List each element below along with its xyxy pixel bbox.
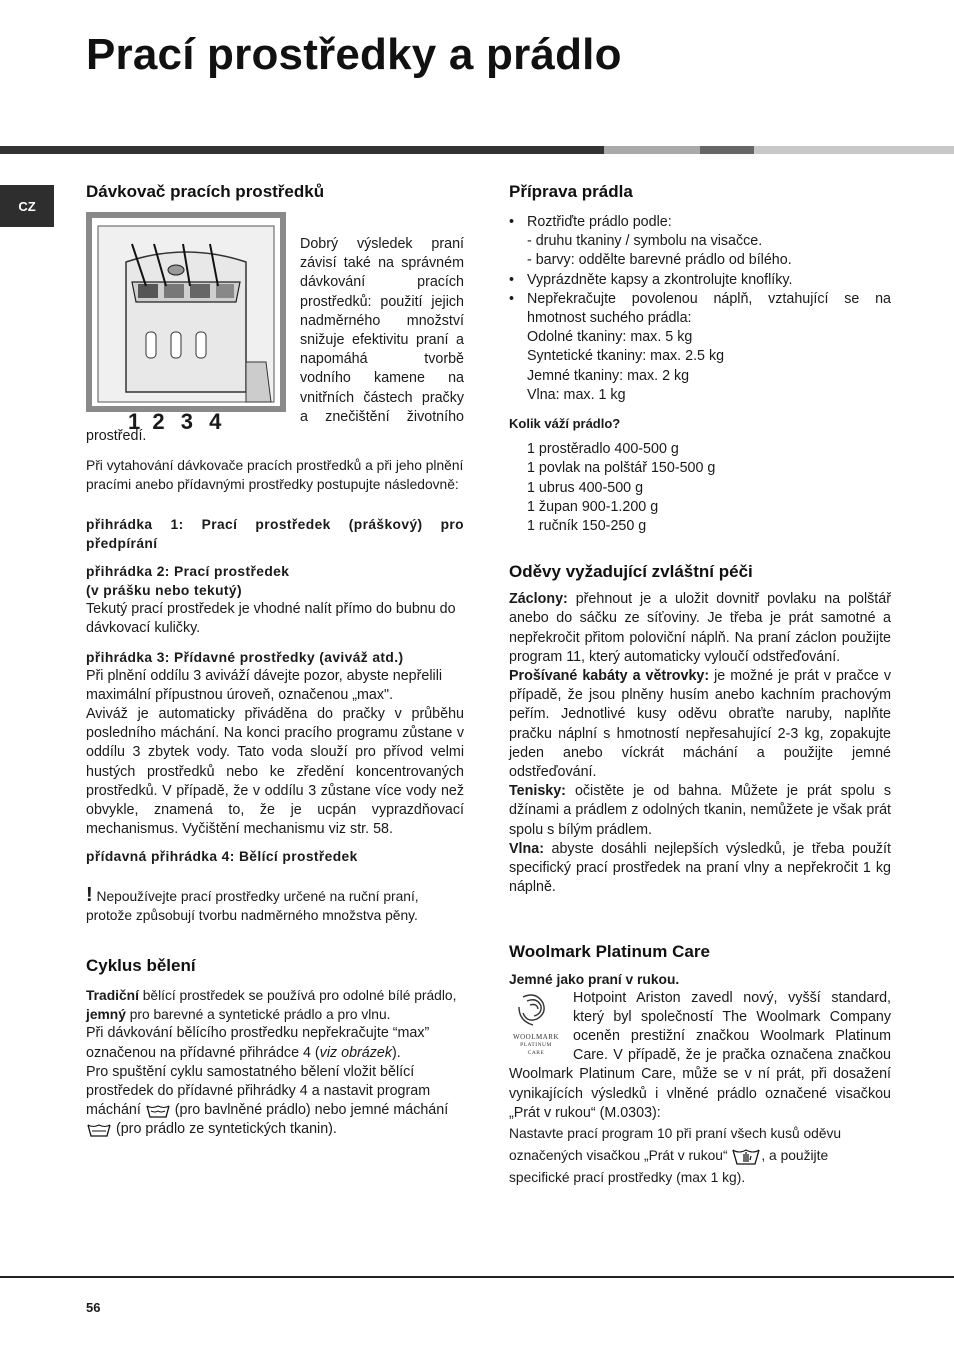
prep-sort-colour: - barvy: oddělte barevné prádlo od bílého. [527, 252, 792, 269]
list-item: 1 župan 900-1.200 g [527, 498, 659, 515]
list-item [509, 290, 891, 405]
load-delicate: Jemné tkaniny: max. 2 kg [527, 367, 690, 384]
care-curtains-text: přehnout je a uložit dovnitř povlaku na polštář anebo do sáčku ze síťoviny. Je třeba je prát samotné a nepřekročit přitom poloviční náplň. Na praní záclon použijte program 11, který automaticky vyloučí odstřeďování. [509, 591, 891, 665]
warning-body: Nepoužívejte prací prostředky určené na ruční praní, protože způsobují tvorbu nadměrného množstva pěny. [86, 889, 419, 924]
special-care-heading: Oděvy vyžadující zvláštní péči [509, 562, 753, 582]
compartment-3-title: přihrádka 3: Přídavné prostředky (aviváž atd.) [86, 649, 404, 665]
compartment-2-text: Tekutý prací prostředek je vhodné nalít přímo do bubnu do dávkovací kuličky. [86, 601, 456, 637]
woolmark-logo-line: PLATINUM [520, 1041, 552, 1048]
woolmark-text: Hotpoint Ariston zavedl nový, vyšší standard, který byl společností The Woolmark Company oceněn prestižní značkou Woolmark Platinum Care. V případě, že je pračka označena značkou Woolmark Platinum Care, může se v ní prát, při dosažení vynikajících výsledků i vlněné prádlo označené visačkou „Prát v rukou“ (M.0303): [509, 989, 891, 1121]
warning-text [86, 886, 464, 925]
load-wool: Vlna: max. 1 kg [527, 386, 626, 403]
header-bar-mid [700, 146, 754, 154]
right-column [509, 180, 891, 1189]
care-curtains [509, 590, 891, 667]
woolmark-icon [509, 993, 563, 1027]
language-badge: CZ [0, 185, 54, 227]
compartment-number: 4 [209, 409, 223, 434]
compartment-number: 3 [180, 409, 194, 434]
dispenser-illustration [86, 212, 286, 412]
woolmark-program-text: Nastavte prací program 10 při praní všech kusů oděvu označených visačkou „Prát v rukou“ [509, 1125, 842, 1163]
list-item: 1 povlak na polštář 150-500 g [527, 460, 716, 477]
bleach-cycle-text: Pro spuštění cyklu samostatného bělení vložit bělící prostředek do přídavné přihrádky 4 a nastavit program máchání [86, 1063, 431, 1119]
care-sneakers-text: očistěte je od bahna. Můžete je prát spolu s džínami a prádlem z odolných tkanin, nemůžete je však prát spolu s bílým prádlem. [509, 783, 891, 838]
care-coats [509, 667, 891, 782]
left-column [86, 180, 464, 1140]
list-item [509, 213, 891, 271]
compartment-2-title: přihrádka 2: Prací prostředek [86, 564, 290, 580]
care-curtains-label: Záclony: [509, 591, 568, 608]
compartment-numbers [128, 409, 223, 434]
warning-icon: ! [86, 884, 93, 907]
weight-list [509, 440, 891, 536]
prep-sort-fabric: - druhu tkaniny / symbolu na visačce. [527, 233, 763, 250]
bleach-dosing-text: Při dávkování bělícího prostředku nepřekračujte “max” označenou na přídavné přihrádce 4 ( [86, 1025, 430, 1061]
rinse-delicate-icon [86, 1122, 112, 1138]
weight-heading: Kolik váží prádlo? [509, 416, 621, 432]
bleach-dosing [86, 1024, 464, 1062]
list-item: 1 ručník 150-250 g [527, 518, 647, 535]
care-wool [509, 840, 891, 898]
woolmark-logo [509, 993, 563, 1056]
prep-heading: Příprava prádla [509, 182, 633, 201]
bleach-dosing-ref: viz obrázek [319, 1044, 392, 1061]
header-bar-dark [0, 146, 604, 154]
prep-pockets: Vyprázdněte kapsy a zkontrolujte knoflíky. [527, 271, 793, 288]
compartment-3-text1: Při plnění oddílu 3 aviváží dávejte pozor, abyste nepřelili maximální přípustnou úroveň, označenou „max". [86, 667, 443, 703]
bleach-traditional: Tradiční [86, 988, 139, 1004]
bleach-types [86, 986, 464, 1024]
footer-line [0, 1276, 954, 1278]
bleach-gentle: jemný [86, 1007, 126, 1023]
compartment-2-sub: (v prášku nebo tekutý) [86, 583, 242, 599]
dispenser-handling: Při vytahování dávkovače pracích prostředků a při jeho plnění pracími anebo přídavnými prostředky postupujte následovně: [86, 458, 464, 493]
bleach-cycle-text-2: (pro bavlněné prádlo) nebo jemné máchání [170, 1102, 449, 1119]
care-wool-label: Vlna: [509, 840, 544, 857]
bleach-dosing-end: ). [391, 1044, 401, 1061]
hand-wash-icon [731, 1146, 761, 1166]
bleach-cycle [86, 1063, 464, 1140]
header-bar-pale [754, 146, 954, 154]
dispenser-intro: Dobrý výsledek praní závisí také na správném dávkování pracích prostředků: použití jejich nadměrného množství snižuje efektivitu praní a napomáhá tvorbě vodního kamene na vnitřních částech pračky a znečištění životního prostředí. [86, 236, 464, 445]
list-item [509, 271, 891, 290]
header-bar-light [604, 146, 700, 154]
prep-list [509, 213, 891, 405]
woolmark-sub: Jemné jako praní v rukou. [509, 971, 680, 987]
page-number: 56 [86, 1300, 101, 1315]
care-wool-text: abyste dosáhli nejlepších výsledků, je třeba použít specifický prací prostředek na praní vlny a nepřekročit 1 kg náplně. [509, 840, 891, 896]
care-sneakers [509, 782, 891, 840]
bleach-traditional-text: bělící prostředek se používá pro odolné bílé prádlo, [138, 988, 457, 1004]
list-item: 1 prostěradlo 400-500 g [527, 441, 679, 458]
list-item: 1 ubrus 400-500 g [527, 479, 644, 496]
bleach-heading: Cyklus bělení [86, 956, 196, 976]
care-sneakers-label: Tenisky: [509, 783, 566, 800]
dispenser-heading: Dávkovač pracích prostředků [86, 182, 325, 201]
compartment-number: 1 [128, 409, 142, 434]
prep-load: • Nepřekračujte povolenou náplň, vztahující se na hmotnost suchého prádla: [527, 290, 891, 327]
load-synthetic: Syntetické tkaniny: max. 2.5 kg [527, 348, 725, 365]
compartment-number: 2 [152, 409, 166, 434]
load-resistant: Odolné tkaniny: max. 5 kg [527, 329, 693, 346]
page-title: Prací prostředky a prádlo [86, 30, 622, 79]
woolmark-logo-text [509, 1033, 563, 1057]
care-coats-text: je možné je prát v pračce v případě, že jsou plněny husím anebo kachním prachovým peřím. Jednotlivé kusy oděvu obraťte naruby, naplňte pračku náplní s hmotností nepřesahující 2-3 kg, zopakujte jeden anebo víckrát máchání a použijte jemné odstřeďování. [509, 668, 891, 781]
woolmark-program-text-2: , a použijte specifické prací prostředky (max 1 kg). [509, 1147, 829, 1185]
compartment-4: přídavná přihrádka 4: Bělící prostředek [86, 849, 358, 865]
woolmark-logo-line: CARE [527, 1049, 545, 1056]
prep-sort: Roztřiďte prádlo podle: [527, 214, 672, 230]
compartment-1: přihrádka 1: Prací prostředek (práškový) pro předpírání [86, 517, 464, 552]
woolmark-heading: Woolmark Platinum Care [509, 941, 710, 961]
bleach-cycle-text-3: (pro prádlo ze syntetických tkanin). [112, 1121, 337, 1138]
rinse-cotton-icon [145, 1103, 171, 1119]
care-coats-label: Prošívané kabáty a větrovky: [509, 668, 710, 685]
woolmark-logo-line: WOOLMARK [513, 1032, 559, 1041]
woolmark-program [509, 1123, 891, 1189]
bleach-gentle-text: pro barevné a syntetické prádlo a pro vlnu. [125, 1007, 391, 1023]
compartment-3-text2: Aviváž je automaticky přiváděna do pračky v průběhu posledního máchání. Na konci pracího programu zůstane v oddílu 3 zbytek vody. Tato voda slouží pro přívod velmi hustých prostředků nebo ke zředění koncentrovaných prostředků. V případě, že v oddílu 3 zůstane více vody než obvykle, znamená to, že je ucpán vyprazdňovací mechanismus. Vyčištění mechanismu viz str. 58. [86, 706, 464, 838]
